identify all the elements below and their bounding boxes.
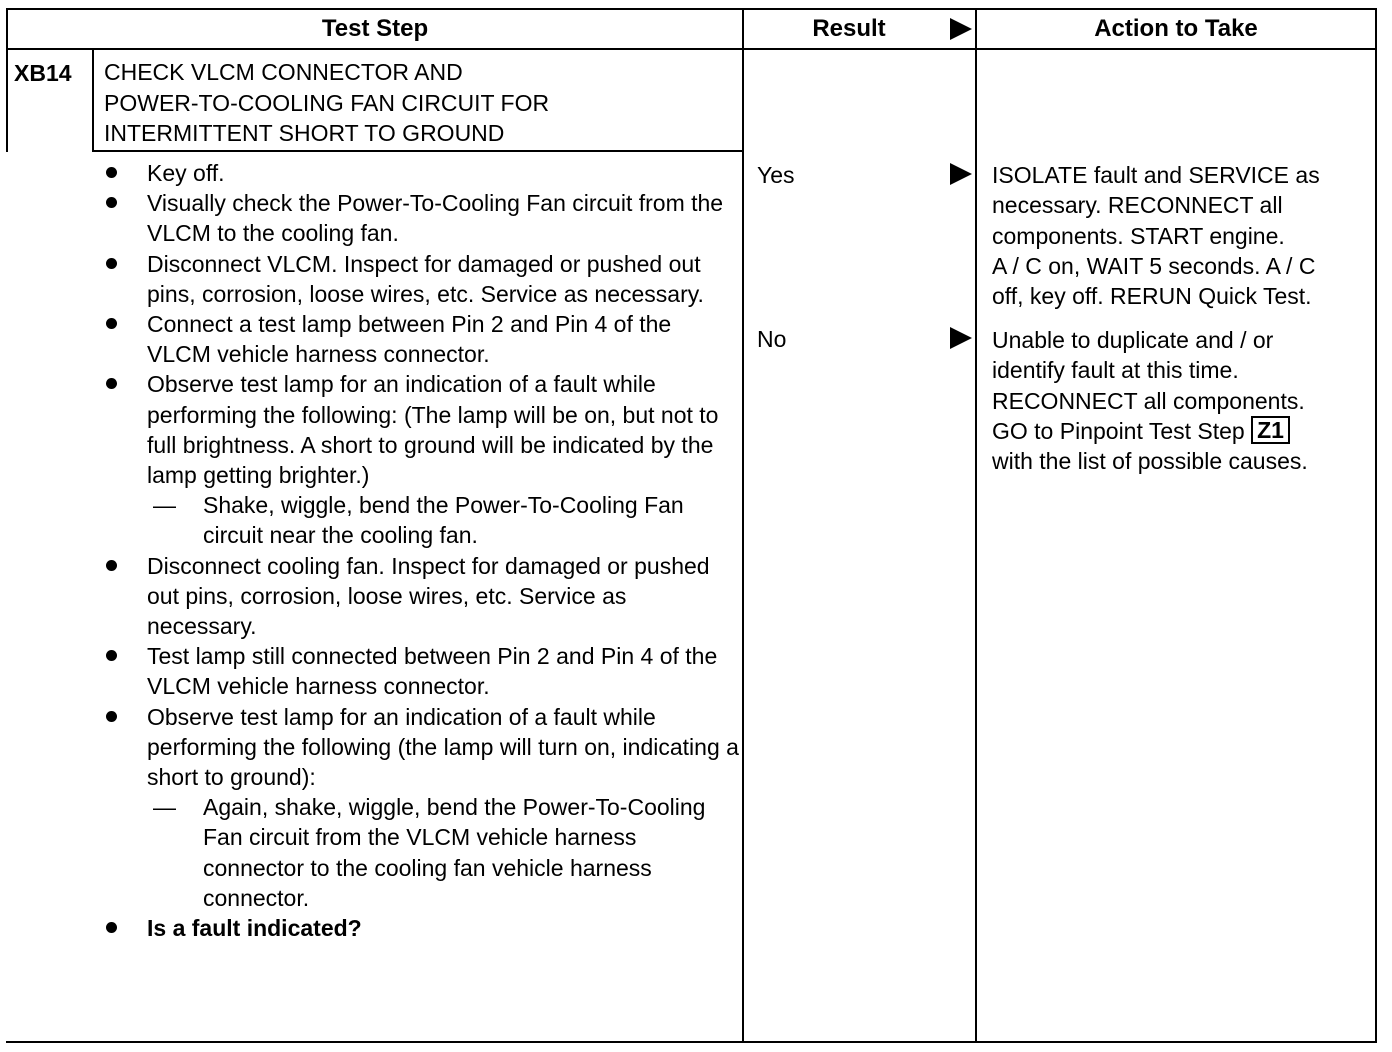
header-result: Result [812,15,886,42]
action-line: identify fault at this time. [992,357,1239,384]
dash-icon: — [153,492,176,519]
header-divider [6,48,1377,50]
action-line: off, key off. RERUN Quick Test. [992,283,1312,310]
bullet-icon [106,378,117,389]
action-line: components. START engine. [992,222,1285,249]
header-test-step: Test Step [321,15,429,42]
list-item: Observe test lamp for an indication of a fault while performing the following: (The lamp will be on, but not to full brightness. A short to ground will be indicated by the lamp getting brighter.) — Shake, wiggle, bend the Power-To-Cooling Fan circuit near the cooling fan. [104,369,740,550]
header-action: Action to Take [1094,15,1258,42]
procedure-list [104,158,740,943]
bullet-icon [106,167,117,178]
result-yes: Yes [757,162,795,188]
bullet-icon [106,560,117,571]
step-title [104,57,549,149]
list-item-question: Is a fault indicated? [104,913,740,943]
result-yes-arrow-icon [950,163,972,185]
bullet-icon [106,258,117,269]
result-no-arrow-icon [950,327,972,349]
result-column-divider [742,8,744,1043]
list-item: Disconnect cooling fan. Inspect for damaged or pushed out pins, corrosion, loose wires, etc. Service as necessary. [104,551,740,642]
list-item: Key off. [104,158,740,188]
table-right-border [1375,8,1377,1043]
bullet-icon [106,650,117,661]
step-id-divider [92,48,94,152]
step-title-line: INTERMITTENT SHORT TO GROUND [104,120,505,146]
step-id: XB14 [14,60,72,86]
action-line: A / C on, WAIT 5 seconds. A / C [992,252,1316,279]
table-bottom-border [6,1041,1377,1043]
list-item: Disconnect VLCM. Inspect for damaged or pushed out pins, corrosion, loose wires, etc. Service as necessary. [104,249,740,309]
action-yes [992,160,1320,311]
action-column-divider [975,8,977,1043]
action-line: RECONNECT all components. [992,387,1305,414]
sub-item: — Shake, wiggle, bend the Power-To-Cooling Fan circuit near the cooling fan. [153,492,684,549]
bullet-icon [106,197,117,208]
step-title-line: CHECK VLCM CONNECTOR AND [104,59,463,85]
list-item: Visually check the Power-To-Cooling Fan circuit from the VLCM to the cooling fan. [104,188,740,248]
result-no: No [757,326,787,352]
step-title-line: POWER-TO-COOLING FAN CIRCUIT FOR [104,89,550,116]
list-item: Connect a test lamp between Pin 2 and Pin 4 of the VLCM vehicle harness connector. [104,309,740,369]
action-line: with the list of possible causes. [992,448,1308,475]
action-line: Unable to duplicate and / or [992,327,1274,353]
list-item: Test lamp still connected between Pin 2 and Pin 4 of the VLCM vehicle harness connector. [104,641,740,701]
action-line: necessary. RECONNECT all [992,192,1283,219]
bullet-icon [106,922,117,933]
bullet-icon [106,711,117,722]
dash-icon: — [153,794,176,821]
action-line: ISOLATE fault and SERVICE as [992,162,1320,188]
sub-item: — Again, shake, wiggle, bend the Power-To-Cooling Fan circuit from the VLCM vehicle harness connector to the cooling fan vehicle harness connector. [153,794,706,911]
header-arrow-icon [950,18,972,40]
bullet-icon [106,318,117,329]
action-line: GO to Pinpoint Test Step Z1 [992,416,1308,446]
list-item: Observe test lamp for an indication of a fault while performing the following (the lamp will turn on, indicating a short to ground): — Again, shake, wiggle, bend the Power-To-Cooling Fan circuit from the VLCM vehicle harness connector to the cooling fan vehicle harness connector. [104,702,740,913]
pinpoint-step-ref[interactable]: Z1 [1251,416,1290,444]
action-no [992,325,1308,476]
step-title-divider [92,150,742,152]
